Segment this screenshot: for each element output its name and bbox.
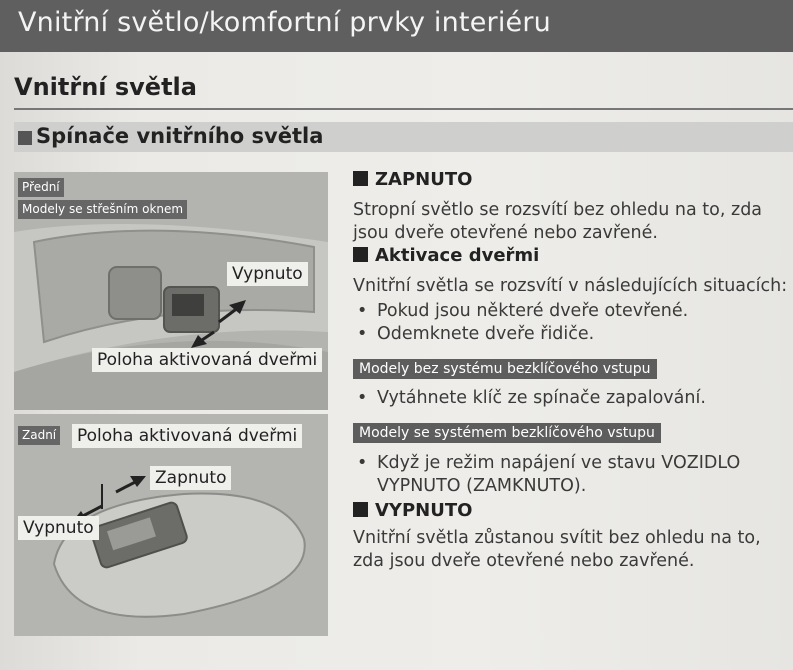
off-heading: VYPNUTO bbox=[353, 500, 472, 521]
list-item: • Když je režim napájení ve stavu VOZIDLO VYPNUTO (ZAMKNUTO). bbox=[357, 453, 741, 496]
square-bullet-icon bbox=[353, 502, 368, 517]
square-marker-icon bbox=[18, 131, 32, 145]
on-text: Stropní světlo se rozsvítí bez ohledu na to, zda jsou dveře otevřené nebo zavřené. bbox=[353, 200, 763, 243]
list-item: • Vytáhnete klíč ze spínače zapalování. bbox=[357, 388, 706, 408]
off-text: Vnitřní světla zůstanou svítit bez ohledu na to, zda jsou dveře otevřené nebo zavřené. bbox=[353, 528, 761, 571]
on-callout: Zapnuto bbox=[150, 466, 231, 490]
front-switch-illustration bbox=[14, 172, 328, 410]
section-title: Vnitřní světla bbox=[14, 73, 197, 101]
front-tag: Přední bbox=[18, 178, 64, 197]
square-bullet-icon bbox=[353, 247, 368, 262]
rear-tag: Zadní bbox=[18, 426, 60, 445]
section-divider bbox=[14, 108, 793, 110]
door-position-callout: Poloha aktivovaná dveřmi bbox=[92, 348, 322, 372]
square-bullet-icon bbox=[353, 171, 368, 186]
door-heading: Aktivace dveřmi bbox=[353, 245, 539, 266]
rear-switch-illustration bbox=[14, 414, 328, 636]
chapter-title: Vnitřní světlo/komfortní prvky interiéru bbox=[18, 7, 551, 38]
model-band-without-keyless: Modely bez systému bezklíčového vstupu bbox=[353, 359, 657, 379]
door-text: Vnitřní světla se rozsvítí v následujících situacích: bbox=[353, 276, 788, 296]
list-item: • Pokud jsou některé dveře otevřené. bbox=[357, 301, 689, 321]
rear-off-callout: Vypnuto bbox=[18, 516, 99, 540]
subsection-bar bbox=[14, 122, 793, 152]
chapter-header bbox=[0, 0, 793, 52]
models-tag: Modely se střešním oknem bbox=[18, 200, 187, 219]
model-band-with-keyless: Modely se systémem bezklíčového vstupu bbox=[353, 423, 661, 443]
on-heading: ZAPNUTO bbox=[353, 169, 472, 190]
rear-door-position-callout: Poloha aktivovaná dveřmi bbox=[72, 424, 302, 448]
subsection-title: Spínače vnitřního světla bbox=[36, 124, 324, 148]
list-item: • Odemknete dveře řidiče. bbox=[357, 324, 595, 344]
off-callout: Vypnuto bbox=[227, 262, 308, 286]
